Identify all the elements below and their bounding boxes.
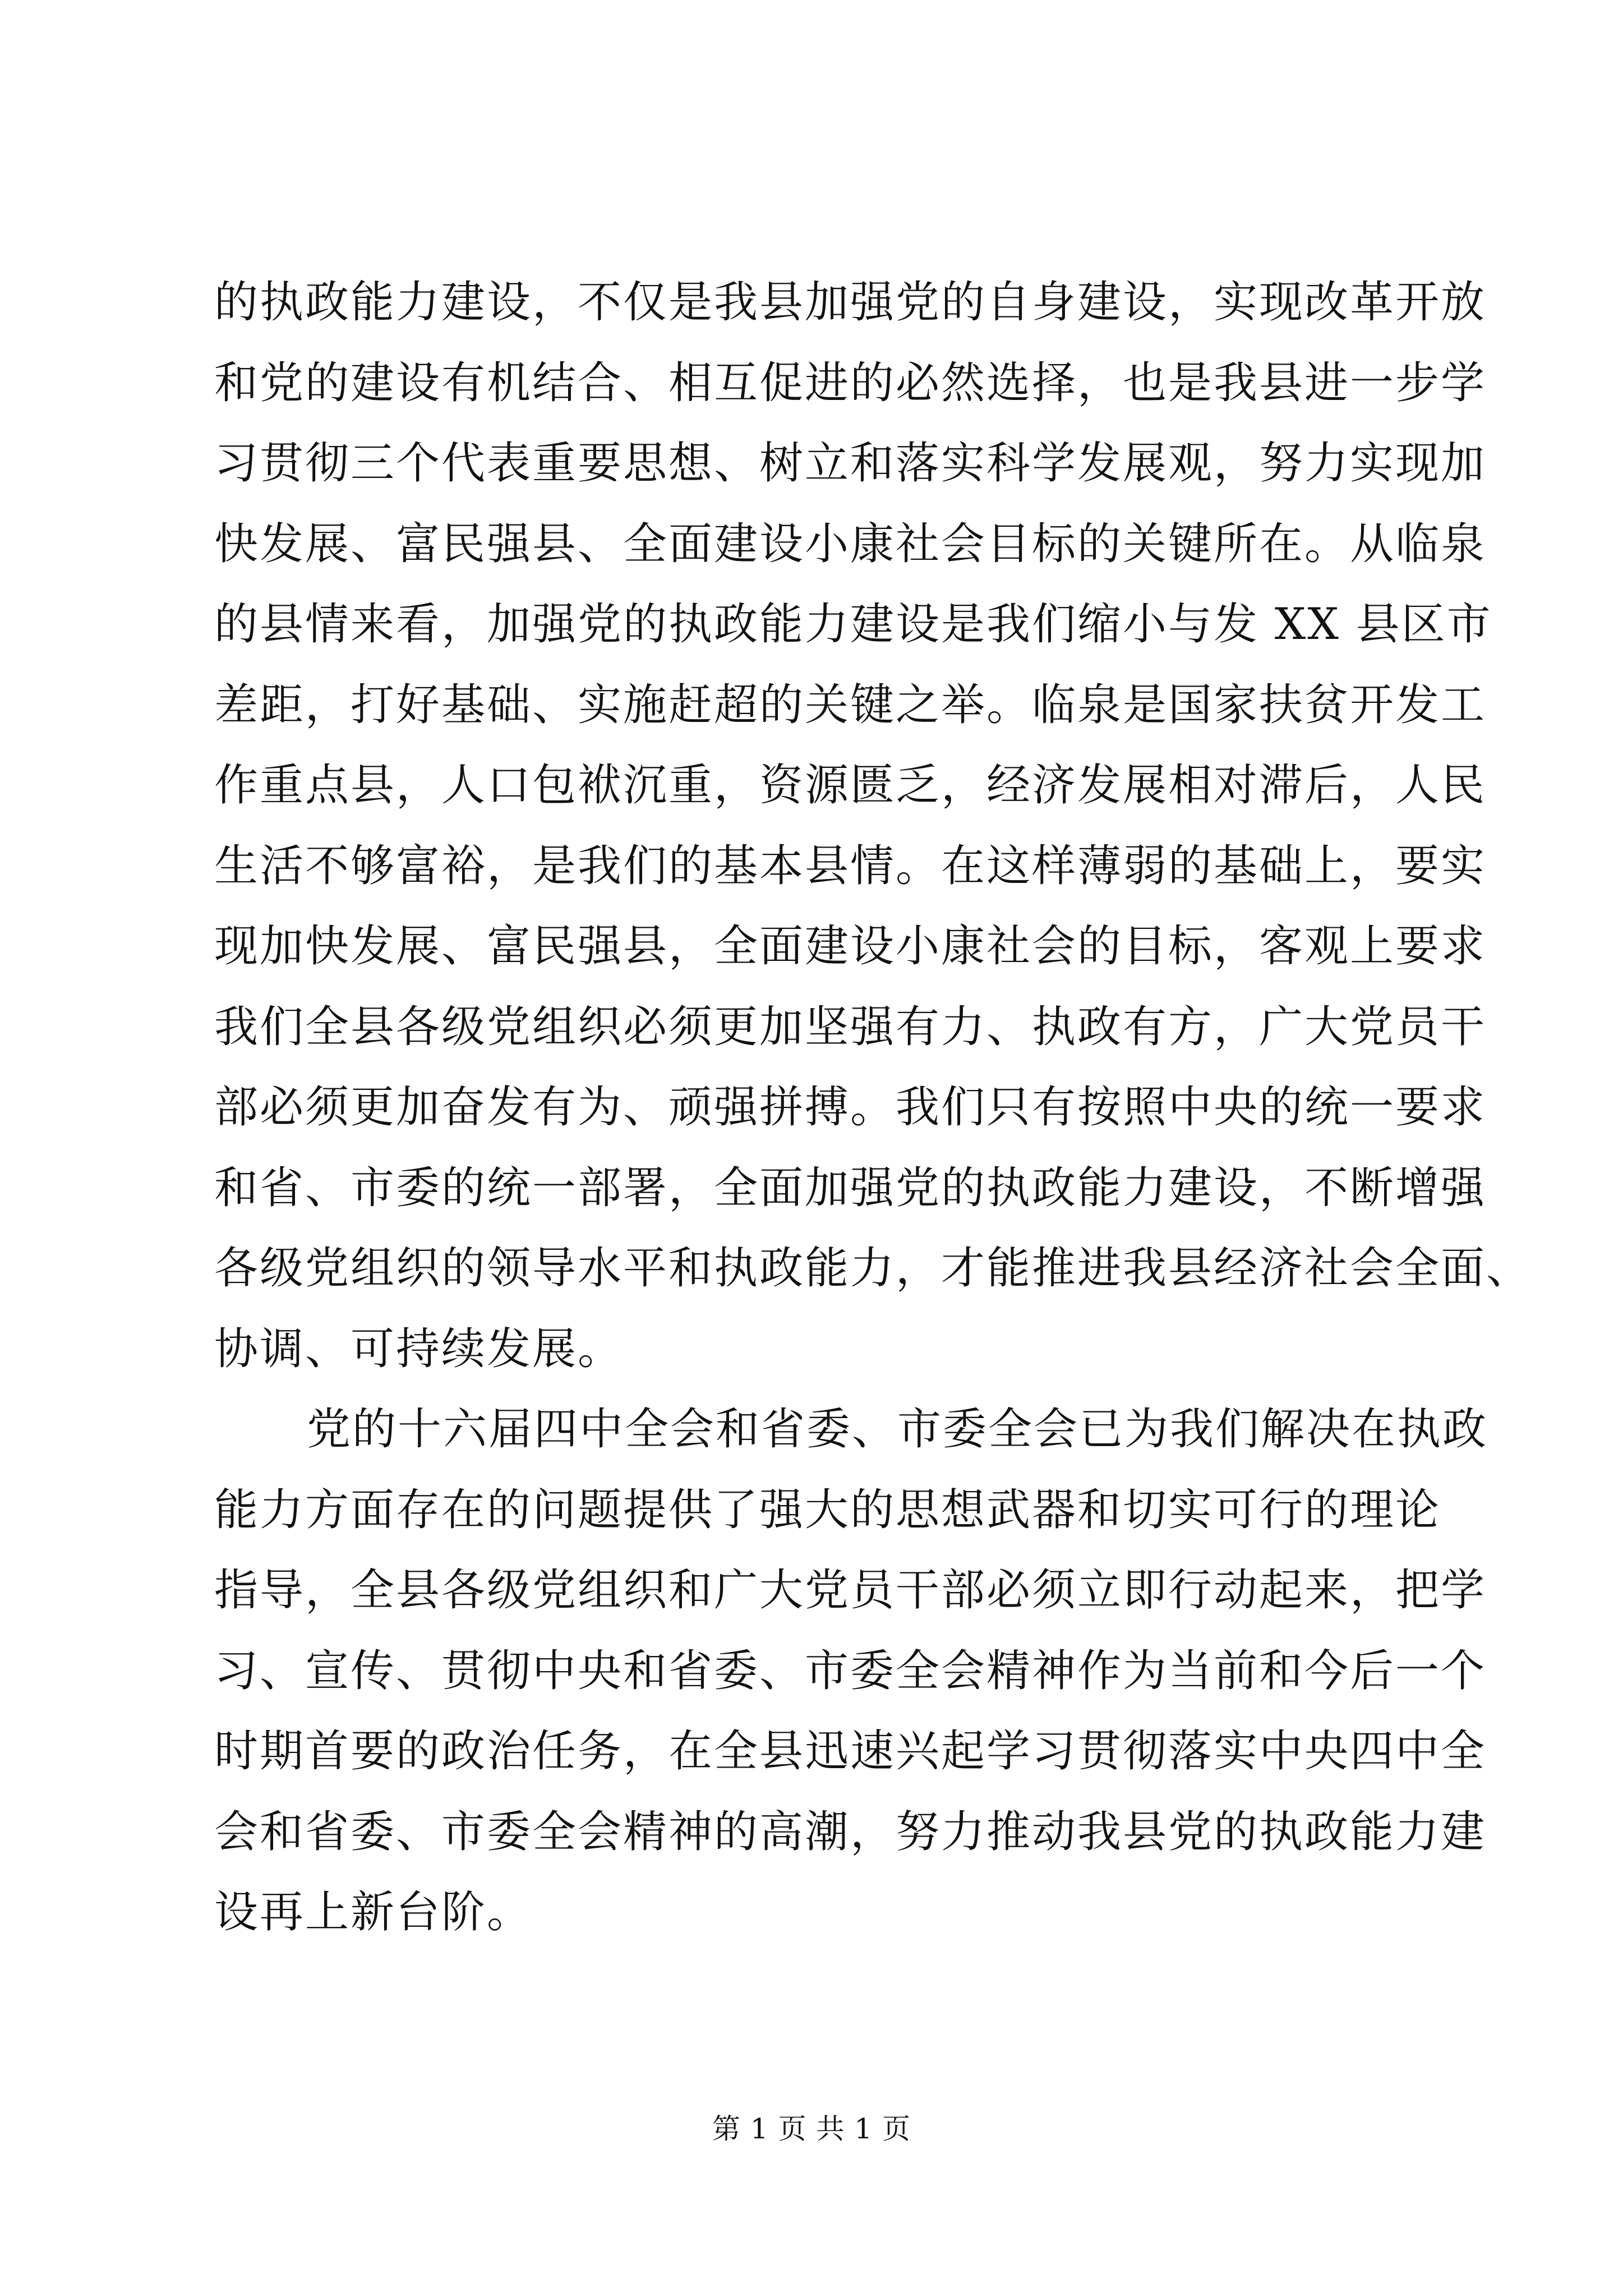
text-line: 我们全县各级党组织必须更加坚强有力、执政有方，广大党员干	[214, 1001, 1487, 1052]
text-line: 会和省委、市委全会精神的高潮，努力推动我县党的执政能力建	[214, 1806, 1487, 1857]
text-line: 各级党组织的领导水平和执政能力，才能推进我县经济社会全面、	[214, 1243, 1532, 1294]
text-line: 部必须更加奋发有为、顽强拼搏。我们只有按照中央的统一要求	[214, 1082, 1487, 1133]
text-line: 习贯彻三个代表重要思想、树立和落实科学发展观，努力实现加	[214, 438, 1487, 489]
page-number-footer: 第 1 页 共 1 页	[712, 2113, 911, 2145]
text-line: 指导，全县各级党组织和广大党员干部必须立即行动起来，把学	[214, 1565, 1487, 1616]
text-line: 差距，打好基础、实施赶超的关键之举。临泉是国家扶贫开发工	[214, 679, 1487, 730]
text-line: 的县情来看，加强党的执政能力建设是我们缩小与发 XX 县区市	[214, 599, 1492, 650]
text-line: 和党的建设有机结合、相互促进的必然选择，也是我县进一步学	[214, 357, 1487, 408]
text-line: 生活不够富裕，是我们的基本县情。在这样薄弱的基础上，要实	[214, 840, 1487, 891]
text-line: 能力方面存在的问题提供了强大的思想武器和切实可行的理论	[214, 1484, 1441, 1535]
text-line: 习、宣传、贯彻中央和省委、市委全会精神作为当前和今后一个	[214, 1645, 1487, 1696]
text-line: 的执政能力建设，不仅是我县加强党的自身建设，实现改革开放	[214, 277, 1487, 328]
text-line: 时期首要的政治任务，在全县迅速兴起学习贯彻落实中央四中全	[214, 1726, 1487, 1777]
text-line: 和省、市委的统一部署，全面加强党的执政能力建设，不断增强	[214, 1162, 1487, 1213]
text-line-last: 协调、可持续发展。	[214, 1323, 624, 1374]
text-line-last: 设再上新台阶。	[214, 1887, 533, 1938]
text-line: 现加快发展、富民强县，全面建设小康社会的目标，客观上要求	[214, 921, 1487, 972]
text-line: 作重点县，人口包袱沉重，资源匮乏，经济发展相对滞后，人民	[214, 760, 1487, 811]
document-body	[214, 263, 1532, 1953]
text-line: 快发展、富民强县、全面建设小康社会目标的关键所在。从临泉	[214, 518, 1487, 569]
paragraph-first-line: 党的十六届四中全会和省委、市委全会已为我们解决在执政	[307, 1404, 1488, 1455]
